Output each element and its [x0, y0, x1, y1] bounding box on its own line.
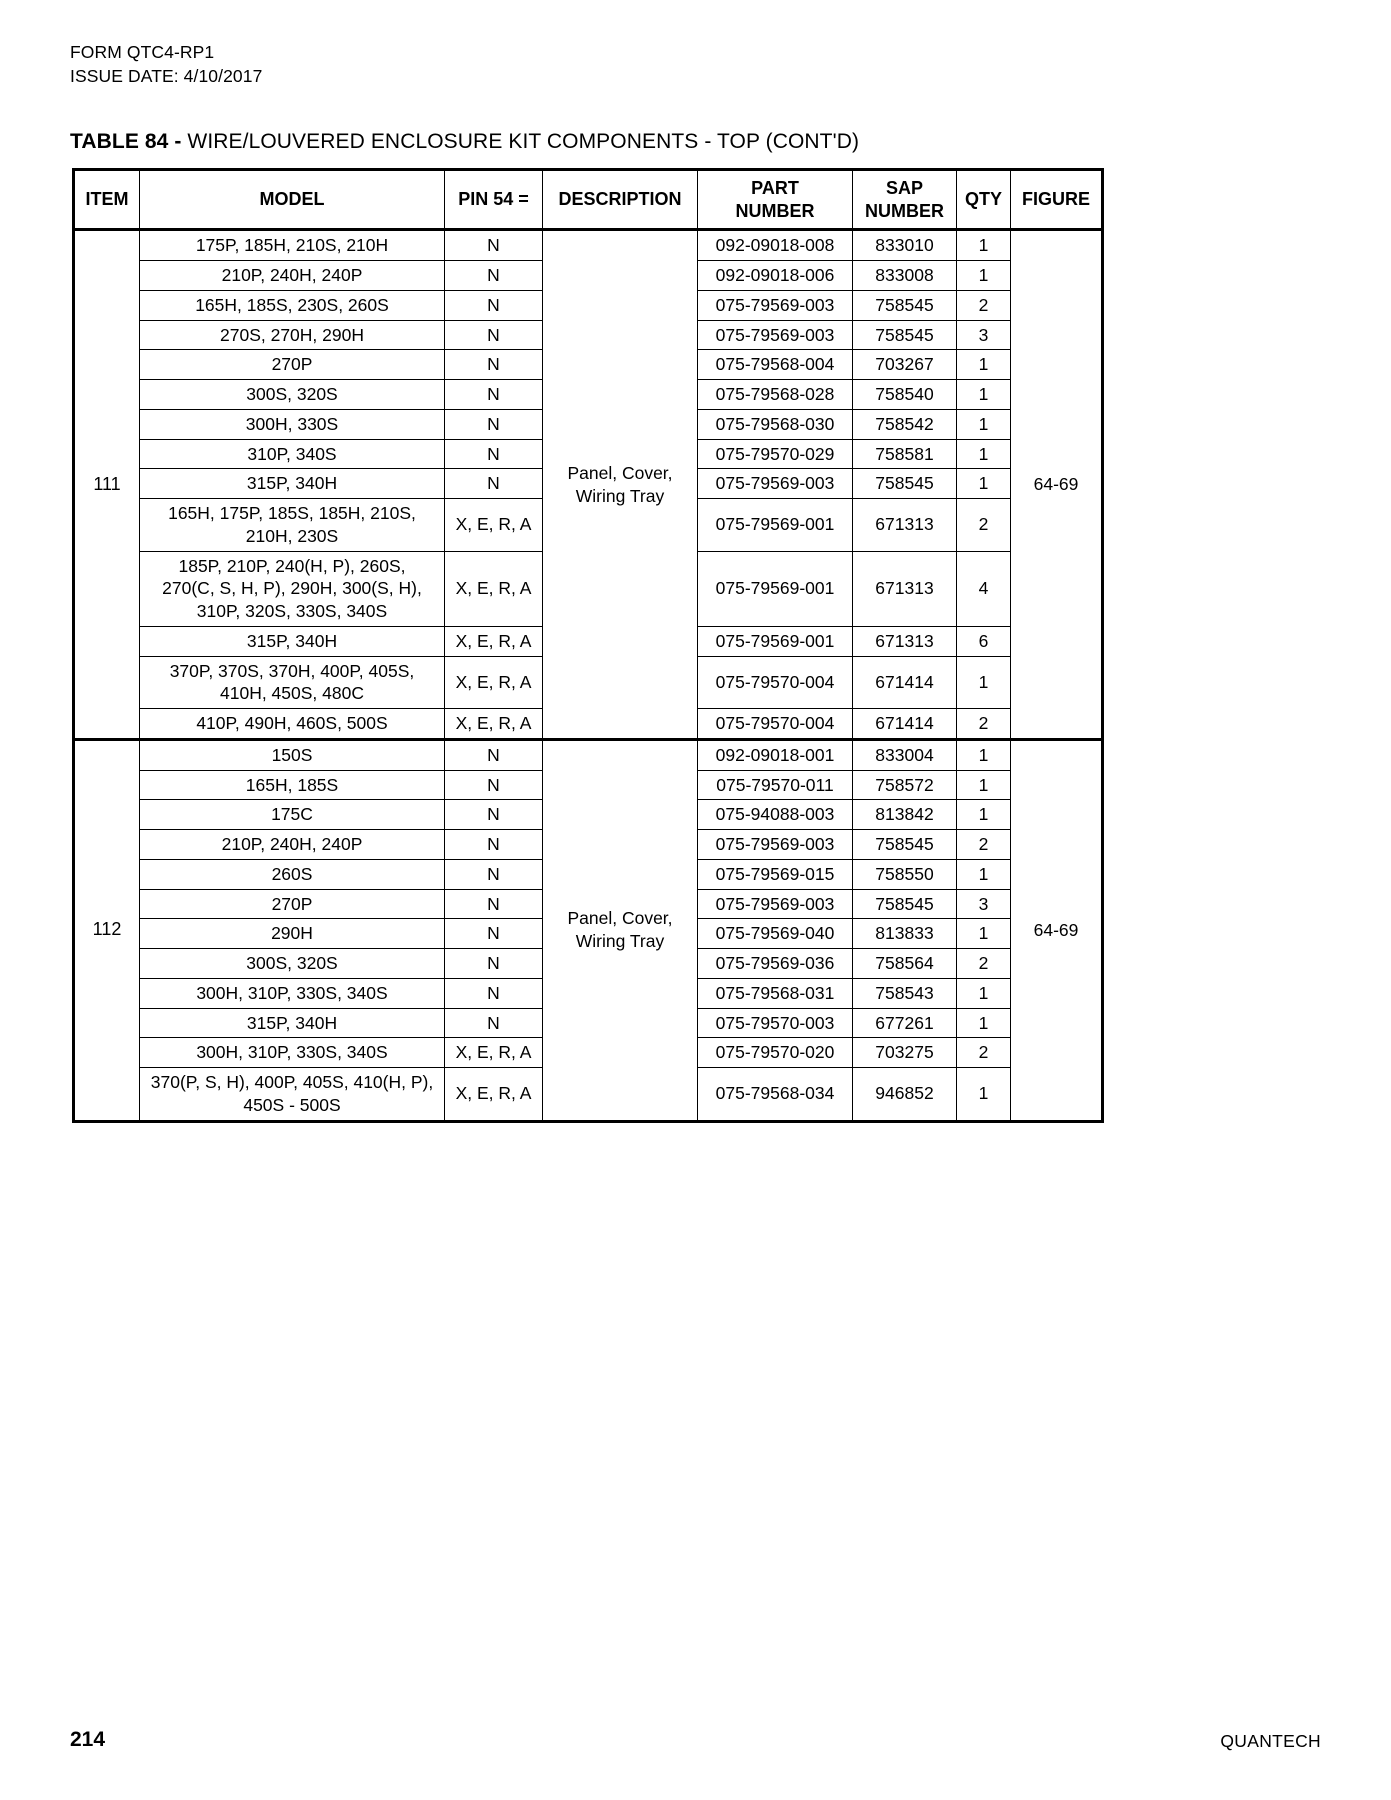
- sap-number-value: 758542: [853, 409, 957, 439]
- sap-number-value: 833004: [853, 739, 957, 770]
- parts-table-body: [74, 230, 1103, 1121]
- sap-number-value: 946852: [853, 1068, 957, 1122]
- part-number-value: 075-79569-003: [698, 889, 853, 919]
- model-value: 410P, 490H, 460S, 500S: [140, 709, 445, 740]
- sap-number-value: 671414: [853, 656, 957, 709]
- qty-value: 3: [957, 889, 1011, 919]
- qty-value: 6: [957, 626, 1011, 656]
- model-value: 315P, 340H: [140, 626, 445, 656]
- pin54-value: X, E, R, A: [445, 1038, 543, 1068]
- model-value: 210P, 240H, 240P: [140, 830, 445, 860]
- qty-value: 1: [957, 350, 1011, 380]
- pin54-value: N: [445, 380, 543, 410]
- part-number-value: 075-79569-001: [698, 551, 853, 626]
- qty-value: 1: [957, 1068, 1011, 1122]
- pin54-value: N: [445, 739, 543, 770]
- table-title: [70, 130, 1321, 154]
- qty-value: 1: [957, 230, 1011, 261]
- pin54-value: N: [445, 889, 543, 919]
- sap-number-value: 671313: [853, 551, 957, 626]
- page-number: 214: [70, 1728, 106, 1751]
- table-row: [74, 739, 1103, 770]
- model-value: 315P, 340H: [140, 1008, 445, 1038]
- part-number-value: 075-79570-020: [698, 1038, 853, 1068]
- part-number-value: 075-79570-011: [698, 770, 853, 800]
- qty-value: 1: [957, 919, 1011, 949]
- item-number: 111: [74, 230, 140, 740]
- qty-value: 1: [957, 469, 1011, 499]
- model-value: 300H, 310P, 330S, 340S: [140, 1038, 445, 1068]
- part-number-value: 075-79568-031: [698, 978, 853, 1008]
- part-number-value: 075-79570-004: [698, 656, 853, 709]
- pin54-value: X, E, R, A: [445, 499, 543, 552]
- page-footer: [70, 1728, 1321, 1752]
- sap-number-value: 758581: [853, 439, 957, 469]
- part-number-value: 075-79569-003: [698, 320, 853, 350]
- table-header-row: [74, 170, 1103, 230]
- pin54-value: N: [445, 978, 543, 1008]
- pin54-value: X, E, R, A: [445, 626, 543, 656]
- part-number-value: 075-79568-028: [698, 380, 853, 410]
- pin54-value: X, E, R, A: [445, 656, 543, 709]
- qty-value: 1: [957, 439, 1011, 469]
- model-value: 175P, 185H, 210S, 210H: [140, 230, 445, 261]
- part-number-value: 075-79570-003: [698, 1008, 853, 1038]
- column-header-qty: QTY: [957, 170, 1011, 230]
- column-header-item: ITEM: [74, 170, 140, 230]
- item-number: 112: [74, 739, 140, 1121]
- part-number-value: 075-94088-003: [698, 800, 853, 830]
- sap-number-value: 703275: [853, 1038, 957, 1068]
- pin54-value: N: [445, 919, 543, 949]
- column-header-description: DESCRIPTION: [543, 170, 698, 230]
- sap-number-value: 671313: [853, 626, 957, 656]
- column-header-model: MODEL: [140, 170, 445, 230]
- sap-number-value: 677261: [853, 1008, 957, 1038]
- model-value: 290H: [140, 919, 445, 949]
- part-number-value: 092-09018-006: [698, 261, 853, 291]
- model-value: 310P, 340S: [140, 439, 445, 469]
- qty-value: 2: [957, 290, 1011, 320]
- model-value: 370(P, S, H), 400P, 405S, 410(H, P), 450S - 500S: [140, 1068, 445, 1122]
- part-number-value: 075-79568-034: [698, 1068, 853, 1122]
- qty-value: 1: [957, 380, 1011, 410]
- sap-number-value: 758572: [853, 770, 957, 800]
- part-number-value: 075-79569-003: [698, 290, 853, 320]
- pin54-value: N: [445, 320, 543, 350]
- pin54-value: X, E, R, A: [445, 551, 543, 626]
- part-number-value: 075-79569-003: [698, 830, 853, 860]
- figure-value: 64-69: [1011, 739, 1103, 1121]
- brand-name: QUANTECH: [1220, 1731, 1321, 1751]
- pin54-value: N: [445, 949, 543, 979]
- qty-value: 1: [957, 656, 1011, 709]
- model-value: 270P: [140, 350, 445, 380]
- column-header-part-number: [698, 170, 853, 230]
- part-number-value: 075-79569-003: [698, 469, 853, 499]
- part-number-value: 075-79568-030: [698, 409, 853, 439]
- description-value: Panel, Cover, Wiring Tray: [543, 739, 698, 1121]
- sap-number-value: 813833: [853, 919, 957, 949]
- sap-number-value: 758545: [853, 320, 957, 350]
- model-value: 270S, 270H, 290H: [140, 320, 445, 350]
- part-number-value: 075-79569-001: [698, 626, 853, 656]
- sap-number-value: 833010: [853, 230, 957, 261]
- part-number-value: 075-79570-029: [698, 439, 853, 469]
- sap-number-value: 758545: [853, 290, 957, 320]
- qty-value: 1: [957, 1008, 1011, 1038]
- table-title-label: TABLE 84 -: [70, 130, 182, 154]
- model-value: 260S: [140, 859, 445, 889]
- qty-value: 3: [957, 320, 1011, 350]
- document-header: [70, 40, 1321, 88]
- issue-date: ISSUE DATE: 4/10/2017: [70, 66, 263, 87]
- form-number: FORM QTC4-RP1: [70, 42, 215, 62]
- model-value: 165H, 175P, 185S, 185H, 210S, 210H, 230S: [140, 499, 445, 552]
- pin54-value: N: [445, 409, 543, 439]
- pin54-value: N: [445, 350, 543, 380]
- part-number-value: 092-09018-008: [698, 230, 853, 261]
- sap-number-value: 758540: [853, 380, 957, 410]
- sap-number-value: 833008: [853, 261, 957, 291]
- column-header-figure: FIGURE: [1011, 170, 1103, 230]
- pin54-value: N: [445, 770, 543, 800]
- model-value: 300S, 320S: [140, 949, 445, 979]
- qty-value: 1: [957, 978, 1011, 1008]
- model-value: 165H, 185S, 230S, 260S: [140, 290, 445, 320]
- pin54-value: X, E, R, A: [445, 1068, 543, 1122]
- column-header-sap-number: [853, 170, 957, 230]
- pin54-value: N: [445, 290, 543, 320]
- sap-number-value: 758545: [853, 469, 957, 499]
- part-number-value: 075-79569-036: [698, 949, 853, 979]
- part-number-value: 075-79568-004: [698, 350, 853, 380]
- description-value: Panel, Cover, Wiring Tray: [543, 230, 698, 740]
- column-header-sap-line1: SAP: [885, 178, 923, 199]
- pin54-value: N: [445, 469, 543, 499]
- column-header-sap-line2: NUMBER: [865, 200, 944, 221]
- pin54-value: N: [445, 261, 543, 291]
- qty-value: 1: [957, 409, 1011, 439]
- qty-value: 2: [957, 949, 1011, 979]
- model-value: 315P, 340H: [140, 469, 445, 499]
- qty-value: 2: [957, 709, 1011, 740]
- column-header-part-line2: NUMBER: [735, 200, 815, 221]
- qty-value: 1: [957, 261, 1011, 291]
- qty-value: 2: [957, 499, 1011, 552]
- pin54-value: X, E, R, A: [445, 709, 543, 740]
- part-number-value: 075-79569-015: [698, 859, 853, 889]
- part-number-value: 075-79569-040: [698, 919, 853, 949]
- model-value: 175C: [140, 800, 445, 830]
- parts-table: [72, 168, 1104, 1122]
- sap-number-value: 758564: [853, 949, 957, 979]
- pin54-value: N: [445, 439, 543, 469]
- sap-number-value: 703267: [853, 350, 957, 380]
- part-number-value: 092-09018-001: [698, 739, 853, 770]
- qty-value: 2: [957, 830, 1011, 860]
- part-number-value: 075-79570-004: [698, 709, 853, 740]
- model-value: 165H, 185S: [140, 770, 445, 800]
- figure-value: 64-69: [1011, 230, 1103, 740]
- sap-number-value: 671414: [853, 709, 957, 740]
- qty-value: 1: [957, 739, 1011, 770]
- model-value: 300S, 320S: [140, 380, 445, 410]
- pin54-value: N: [445, 830, 543, 860]
- qty-value: 1: [957, 800, 1011, 830]
- sap-number-value: 671313: [853, 499, 957, 552]
- qty-value: 2: [957, 1038, 1011, 1068]
- model-value: 300H, 310P, 330S, 340S: [140, 978, 445, 1008]
- part-number-value: 075-79569-001: [698, 499, 853, 552]
- column-header-pin54: PIN 54 =: [445, 170, 543, 230]
- qty-value: 4: [957, 551, 1011, 626]
- sap-number-value: 758543: [853, 978, 957, 1008]
- table-title-text: WIRE/LOUVERED ENCLOSURE KIT COMPONENTS - TOP (CONT'D): [181, 130, 860, 154]
- table-row: [74, 230, 1103, 261]
- column-header-part-line1: PART: [751, 178, 799, 199]
- pin54-value: N: [445, 1008, 543, 1038]
- qty-value: 1: [957, 770, 1011, 800]
- sap-number-value: 813842: [853, 800, 957, 830]
- model-value: 210P, 240H, 240P: [140, 261, 445, 291]
- sap-number-value: 758545: [853, 889, 957, 919]
- pin54-value: N: [445, 800, 543, 830]
- model-value: 150S: [140, 739, 445, 770]
- model-value: 370P, 370S, 370H, 400P, 405S, 410H, 450S, 480C: [140, 656, 445, 709]
- sap-number-value: 758550: [853, 859, 957, 889]
- model-value: 300H, 330S: [140, 409, 445, 439]
- pin54-value: N: [445, 859, 543, 889]
- model-value: 185P, 210P, 240(H, P), 260S, 270(C, S, H, P), 290H, 300(S, H), 310P, 320S, 330S, 340S: [140, 551, 445, 626]
- qty-value: 1: [957, 859, 1011, 889]
- sap-number-value: 758545: [853, 830, 957, 860]
- model-value: 270P: [140, 889, 445, 919]
- pin54-value: N: [445, 230, 543, 261]
